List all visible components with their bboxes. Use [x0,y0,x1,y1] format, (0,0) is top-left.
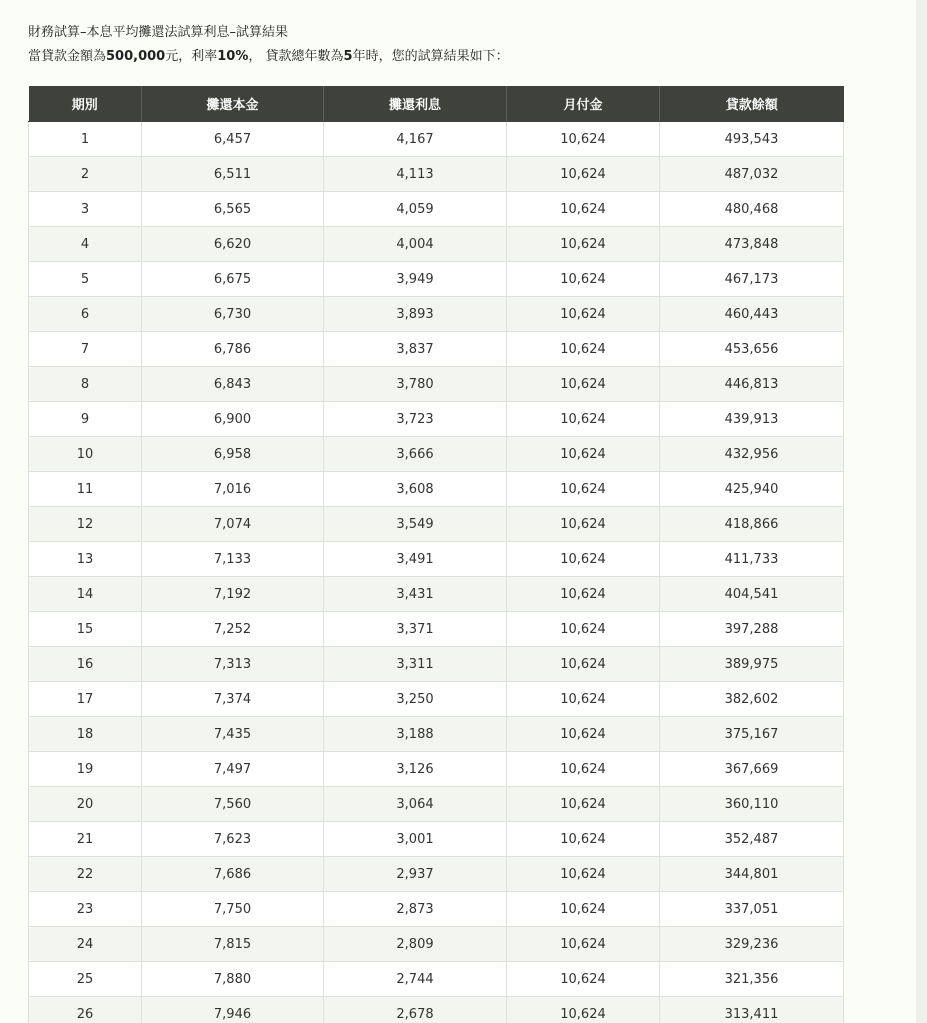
cell-interest: 3,608 [324,472,507,507]
cell-interest: 3,188 [324,717,507,752]
summary-middle: ， 貸款總年數為 [248,49,344,64]
cell-principal: 7,497 [142,752,324,787]
cell-balance: 337,051 [660,892,844,927]
cell-interest: 4,113 [324,157,507,192]
cell-period: 10 [29,437,142,472]
table-row [29,892,844,927]
cell-period: 14 [29,577,142,612]
cell-balance: 397,288 [660,612,844,647]
table-row [29,682,844,717]
cell-balance: 344,801 [660,857,844,892]
cell-principal: 6,457 [142,122,324,157]
cell-interest: 3,311 [324,647,507,682]
cell-period: 13 [29,542,142,577]
cell-monthly-payment: 10,624 [507,437,660,472]
cell-period: 26 [29,997,142,1023]
amortization-table-container [28,86,843,1023]
cell-monthly-payment: 10,624 [507,647,660,682]
amortization-table [28,86,844,1023]
table-row [29,227,844,262]
cell-interest: 3,666 [324,437,507,472]
cell-monthly-payment: 10,624 [507,472,660,507]
cell-period: 20 [29,787,142,822]
summary-loan-amount: 500,000 [106,49,166,64]
table-row [29,857,844,892]
cell-balance: 352,487 [660,822,844,857]
cell-monthly-payment: 10,624 [507,927,660,962]
cell-principal: 6,958 [142,437,324,472]
cell-balance: 404,541 [660,577,844,612]
cell-period: 9 [29,402,142,437]
cell-monthly-payment: 10,624 [507,262,660,297]
cell-balance: 313,411 [660,997,844,1023]
cell-balance: 432,956 [660,437,844,472]
cell-principal: 7,750 [142,892,324,927]
cell-interest: 2,873 [324,892,507,927]
table-row [29,822,844,857]
cell-principal: 7,313 [142,647,324,682]
summary-loan-years: 5 [343,49,353,64]
table-row [29,332,844,367]
cell-interest: 3,723 [324,402,507,437]
cell-interest: 3,064 [324,787,507,822]
cell-balance: 453,656 [660,332,844,367]
cell-interest: 3,250 [324,682,507,717]
table-row [29,437,844,472]
cell-interest: 2,744 [324,962,507,997]
cell-monthly-payment: 10,624 [507,507,660,542]
cell-interest: 3,126 [324,752,507,787]
cell-balance: 467,173 [660,262,844,297]
cell-interest: 4,167 [324,122,507,157]
cell-principal: 6,786 [142,332,324,367]
cell-period: 5 [29,262,142,297]
cell-monthly-payment: 10,624 [507,192,660,227]
table-row [29,192,844,227]
cell-interest: 3,893 [324,297,507,332]
cell-balance: 329,236 [660,927,844,962]
cell-principal: 6,565 [142,192,324,227]
cell-period: 22 [29,857,142,892]
cell-principal: 6,675 [142,262,324,297]
cell-monthly-payment: 10,624 [507,332,660,367]
table-row [29,962,844,997]
cell-interest: 3,837 [324,332,507,367]
cell-interest: 2,937 [324,857,507,892]
cell-principal: 7,374 [142,682,324,717]
table-row [29,507,844,542]
cell-period: 15 [29,612,142,647]
table-row [29,752,844,787]
table-row [29,787,844,822]
cell-interest: 4,059 [324,192,507,227]
summary-suffix: 年時，您的試算結果如下： [352,49,509,64]
table-row [29,577,844,612]
cell-interest: 2,678 [324,997,507,1023]
cell-period: 8 [29,367,142,402]
cell-balance: 321,356 [660,962,844,997]
cell-principal: 6,511 [142,157,324,192]
table-header [29,86,844,122]
cell-balance: 460,443 [660,297,844,332]
table-row [29,472,844,507]
page-scroll-gutter [916,0,927,1023]
cell-balance: 418,866 [660,507,844,542]
cell-monthly-payment: 10,624 [507,682,660,717]
cell-principal: 7,133 [142,542,324,577]
cell-period: 18 [29,717,142,752]
cell-balance: 375,167 [660,717,844,752]
table-row [29,402,844,437]
cell-principal: 7,192 [142,577,324,612]
cell-period: 12 [29,507,142,542]
header-balance: 貸款餘額 [660,86,844,122]
cell-period: 19 [29,752,142,787]
cell-monthly-payment: 10,624 [507,157,660,192]
cell-balance: 411,733 [660,542,844,577]
cell-monthly-payment: 10,624 [507,822,660,857]
cell-period: 11 [29,472,142,507]
summary-prefix: 當貸款金額為 [28,49,107,64]
cell-period: 1 [29,122,142,157]
cell-balance: 487,032 [660,157,844,192]
cell-balance: 389,975 [660,647,844,682]
table-row [29,647,844,682]
cell-monthly-payment: 10,624 [507,612,660,647]
cell-principal: 7,815 [142,927,324,962]
cell-principal: 7,623 [142,822,324,857]
summary-amount-unit: 元，利率 [165,49,218,64]
cell-monthly-payment: 10,624 [507,962,660,997]
cell-period: 6 [29,297,142,332]
cell-monthly-payment: 10,624 [507,402,660,437]
cell-interest: 2,809 [324,927,507,962]
cell-principal: 7,074 [142,507,324,542]
cell-interest: 3,371 [324,612,507,647]
cell-monthly-payment: 10,624 [507,297,660,332]
cell-balance: 446,813 [660,367,844,402]
cell-monthly-payment: 10,624 [507,752,660,787]
header-row [29,86,844,122]
table-row [29,122,844,157]
cell-monthly-payment: 10,624 [507,717,660,752]
cell-period: 23 [29,892,142,927]
header-principal: 攤還本金 [142,86,324,122]
cell-period: 25 [29,962,142,997]
table-body [29,122,844,1023]
cell-period: 7 [29,332,142,367]
cell-period: 21 [29,822,142,857]
cell-principal: 7,686 [142,857,324,892]
cell-interest: 3,549 [324,507,507,542]
table-row [29,717,844,752]
cell-balance: 493,543 [660,122,844,157]
cell-balance: 360,110 [660,787,844,822]
cell-period: 24 [29,927,142,962]
cell-interest: 3,001 [324,822,507,857]
cell-principal: 7,435 [142,717,324,752]
cell-balance: 382,602 [660,682,844,717]
cell-period: 17 [29,682,142,717]
cell-period: 3 [29,192,142,227]
cell-interest: 3,949 [324,262,507,297]
cell-interest: 4,004 [324,227,507,262]
cell-monthly-payment: 10,624 [507,857,660,892]
header-period: 期別 [29,86,142,122]
header-monthly-payment: 月付金 [507,86,660,122]
cell-monthly-payment: 10,624 [507,542,660,577]
table-row [29,612,844,647]
table-row [29,297,844,332]
cell-interest: 3,431 [324,577,507,612]
cell-balance: 480,468 [660,192,844,227]
cell-monthly-payment: 10,624 [507,892,660,927]
table-row [29,927,844,962]
table-row [29,997,844,1023]
cell-monthly-payment: 10,624 [507,122,660,157]
cell-principal: 7,946 [142,997,324,1023]
cell-monthly-payment: 10,624 [507,577,660,612]
table-row [29,367,844,402]
page-title: 財務試算–本息平均攤還法試算利息–試算結果 [28,25,289,40]
cell-balance: 439,913 [660,402,844,437]
cell-monthly-payment: 10,624 [507,227,660,262]
cell-balance: 473,848 [660,227,844,262]
cell-balance: 367,669 [660,752,844,787]
cell-interest: 3,780 [324,367,507,402]
header-interest: 攤還利息 [324,86,507,122]
cell-period: 2 [29,157,142,192]
cell-principal: 7,252 [142,612,324,647]
cell-monthly-payment: 10,624 [507,367,660,402]
result-summary [28,48,509,66]
table-row [29,262,844,297]
cell-principal: 6,843 [142,367,324,402]
cell-principal: 7,880 [142,962,324,997]
cell-balance: 425,940 [660,472,844,507]
cell-principal: 7,560 [142,787,324,822]
cell-principal: 6,620 [142,227,324,262]
table-row [29,542,844,577]
cell-principal: 6,900 [142,402,324,437]
summary-interest-rate: 10% [217,49,249,64]
cell-principal: 6,730 [142,297,324,332]
cell-interest: 3,491 [324,542,507,577]
cell-period: 4 [29,227,142,262]
cell-period: 16 [29,647,142,682]
cell-monthly-payment: 10,624 [507,997,660,1023]
table-row [29,157,844,192]
cell-monthly-payment: 10,624 [507,787,660,822]
cell-principal: 7,016 [142,472,324,507]
